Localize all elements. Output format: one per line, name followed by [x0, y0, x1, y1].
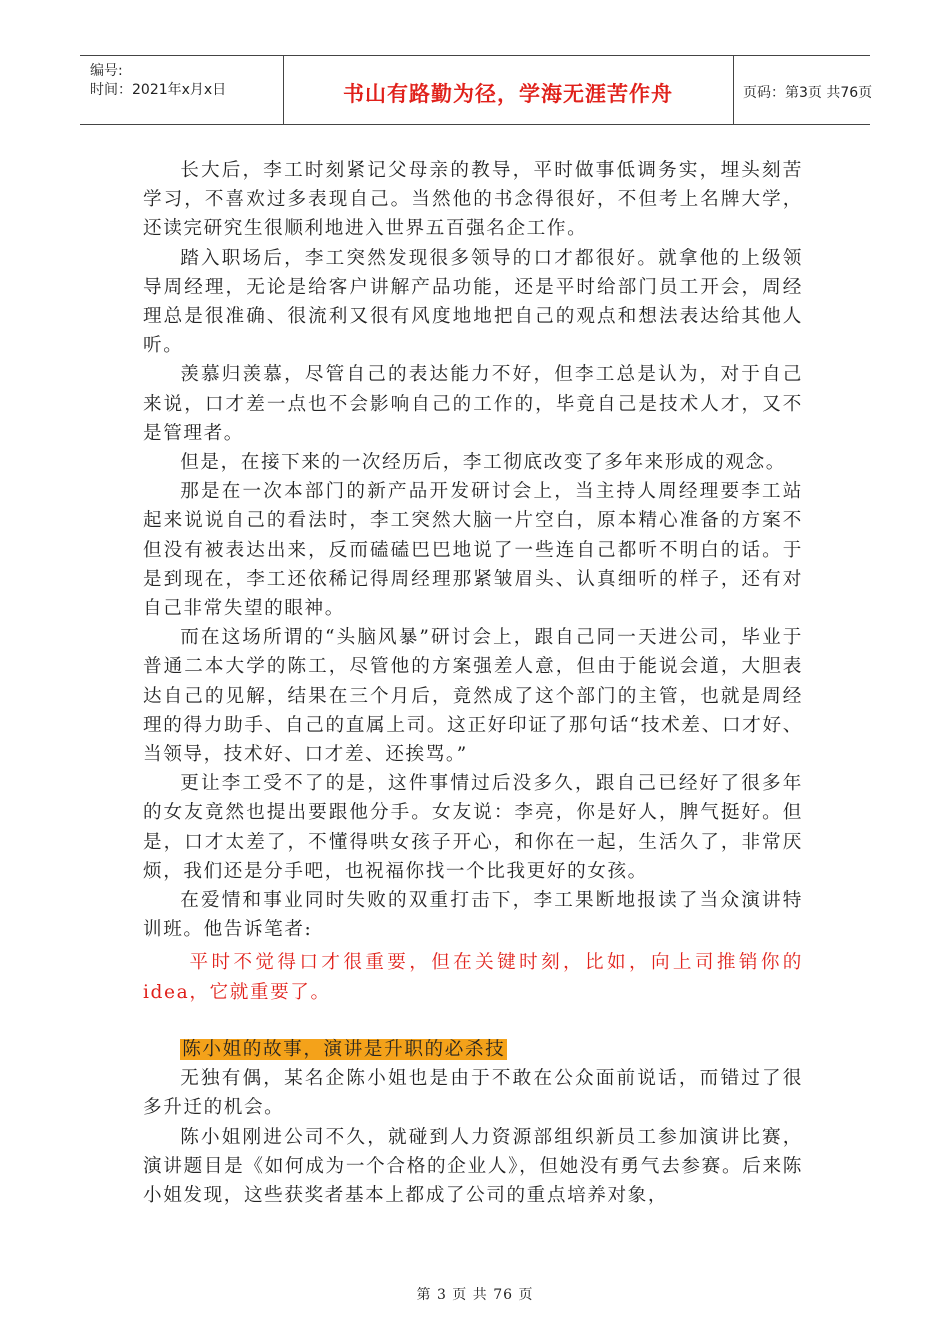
document-time-label: 时间：2021年x月x日: [90, 82, 227, 98]
paragraph: 踏入职场后，李工突然发现很多领导的口才都很好。就拿他的上级领导周经理，无论是给客户讲解产品功能，还是平时给部门员工开会，周经理总是很准确、很流利又很有风度地地把自己的观点和想法表达给其他人听。: [143, 247, 803, 357]
paragraph: 陈小姐刚进公司不久，就碰到人力资源部组织新员工参加演讲比赛，演讲题目是《如何成为一个合格的企业人》，但她没有勇气去参赛。后来陈小姐发现，这些获奖者基本上都成了公司的重点培养对象，: [143, 1126, 803, 1206]
quote-paragraph: 平时不觉得口才很重要，但在关键时刻，比如，向上司推销你的idea，它就重要了。: [143, 952, 803, 1003]
paragraph: 羡慕归羡慕，尽管自己的表达能力不好，但李工总是认为，对于自己来说，口才差一点也不会影响自己的工作的，毕竟自己是技术人才，又不是管理者。: [143, 364, 803, 444]
header-page-info: 页码：第3页 共76页: [743, 85, 873, 101]
paragraph: 更让李工受不了的是，这件事情过后没多久，跟自己已经好了很多年的女友竟然也提出要跟他分手。女友说：李亮，你是好人，脾气挺好。但是，口才太差了，不懂得哄女孩子开心，和你在一起，生活久了，非常厌烦，我们还是分手吧，也祝福你找一个比我更好的女孩。: [143, 773, 803, 882]
paragraph: 长大后，李工时刻紧记父母亲的教导，平时做事低调务实，埋头刻苦学习，不喜欢过多表现自己。当然他的书念得很好，不但考上名牌大学，还读完研究生很顺利地进入世界五百强名企工作。: [143, 160, 803, 240]
paragraph: 无独有偶，某名企陈小姐也是由于不敢在公众面前说话，而错过了很多升迁的机会。: [143, 1068, 803, 1119]
section-heading-line: [143, 1035, 803, 1064]
page-header: [80, 55, 873, 125]
paragraph: 但是，在接下来的一次经历后，李工彻底改变了多年来形成的观念。: [180, 452, 787, 474]
header-motto: 书山有路勤为径，学海无涯苦作舟: [343, 82, 673, 106]
header-page-cell: [733, 56, 873, 124]
page-footer: 第 3 页 共 76 页: [416, 1287, 534, 1303]
document-body: [143, 156, 803, 1210]
header-motto-cell: [283, 56, 734, 124]
spacer: [143, 1007, 803, 1035]
paragraph: 而在这场所谓的“头脑风暴”研讨会上，跟自己同一天进公司，毕业于普通二本大学的陈工，尽管他的方案强差人意，但由于能说会道，大胆表达自己的见解，结果在三个月后，竟然成了这个部门的主管，也就是周经理的得力助手、自己的直属上司。这正好印证了那句话“技术差、口才好、当领导，技术好、口才差、还挨骂。”: [143, 627, 803, 766]
paragraph: 那是在一次本部门的新产品开发研讨会上，当主持人周经理要李工站起来说说自己的看法时，李工突然大脑一片空白，原本精心准备的方案不但没有被表达出来，反而磕磕巴巴地说了一些连自己都听不明白的话。于是到现在，李工还依稀记得周经理那紧皱眉头、认真细听的样子，还有对自己非常失望的眼神。: [143, 481, 803, 620]
paragraph: 在爱情和事业同时失败的双重打击下，李工果断地报读了当众演讲特训班。他告诉笔者:: [143, 890, 803, 941]
section-heading: 陈小姐的故事，演讲是升职的必杀技: [182, 1038, 506, 1060]
document-number-label: 编号:: [90, 63, 123, 79]
header-meta-cell: [80, 56, 284, 124]
